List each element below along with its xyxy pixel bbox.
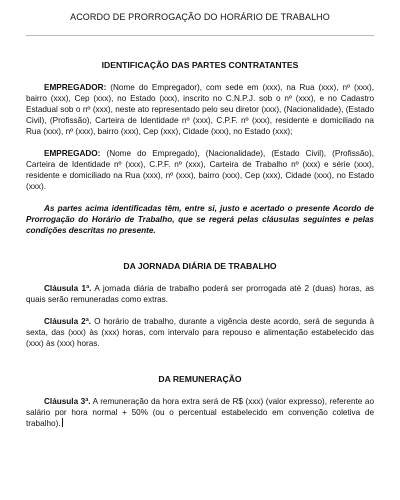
section-heading-parties: IDENTIFICAÇÃO DAS PARTES CONTRATANTES	[101, 60, 299, 70]
employee-label: EMPREGADO:	[44, 149, 101, 158]
employer-label: EMPREGADOR:	[44, 83, 107, 92]
clause-1-paragraph	[26, 283, 374, 305]
employee-text: (Nome do Empregado), (Nacionalidade), (Estado Civil), (Profissão), Carteira de Identidade nº (xxx), C.P.F. nº (xxx), Carteira de Trabalho nº (xxx) e série (xxx), residente e domiciliado na Rua (xxx), nº (xxx), bairro (xxx), Cep (xxx), Cidade (xxx), no Estado (xxx).	[26, 149, 374, 191]
clause-3-label: Cláusula 3ª.	[44, 397, 91, 406]
text-cursor	[62, 418, 63, 427]
section-spacer	[26, 360, 374, 374]
section-heading-workday: DA JORNADA DIÁRIA DE TRABALHO	[123, 261, 277, 271]
section-spacer	[26, 247, 374, 261]
clause-1-text: A jornada diária de trabalho poderá ser prorrogada até 2 (duas) horas, as quais serão remuneradas como extras.	[26, 284, 374, 304]
employer-text: (Nome do Empregador), com sede em (xxx), na Rua (xxx), nº (xxx), bairro (xxx), Cep (xxx), no Estado (xxx), inscrito no C.N.P.J. sob o nº (xxx), e no Cadastro Estadual sob o nº (xxx), neste ato representado pelo seu diretor (xxx), (Nacionalidade), (Estado Civil), (Profissão), Carteira de Identidade nº (xxx), C.P.F. nº (xxx), residente e domiciliado na Rua (xxx), nº (xxx), bairro (xxx), Cep (xxx), Cidade (xxx), no Estado (xxx);	[26, 83, 374, 136]
clause-2-text: O horário de trabalho, durante a vigência deste acordo, será de segunda à sexta, das (xxx) às (xxx) horas, com intervalo para repouso e alimentação estabelecido das (xxx) às (xxx) horas.	[26, 317, 374, 348]
agreement-paragraph: As partes acima identificadas têm, entre si, justo e acertado o presente Acordo de Prorrogação do Horário de Trabalho, que se regerá pelas cláusulas seguintes e pelas condições descritas no presente.	[26, 204, 374, 235]
clause-3-text: A remuneração da hora extra será de R$ (xxx) (valor expresso), referente ao salário por hora normal + 50% (ou o percentual estabelecido em convenção coletiva de trabalho).	[26, 397, 375, 428]
title-divider	[26, 35, 374, 36]
employee-paragraph	[26, 148, 374, 192]
section-heading-remuneration: DA REMUNERAÇÃO	[158, 374, 242, 384]
document-title: ACORDO DE PRORROGAÇÃO DO HORÁRIO DE TRABALHO	[70, 12, 330, 22]
clause-3-paragraph[interactable]	[26, 396, 374, 429]
clause-1-label: Cláusula 1ª.	[44, 284, 92, 293]
clause-2-label: Cláusula 2ª.	[44, 317, 92, 326]
employer-paragraph	[26, 82, 374, 137]
clause-2-paragraph	[26, 316, 374, 349]
